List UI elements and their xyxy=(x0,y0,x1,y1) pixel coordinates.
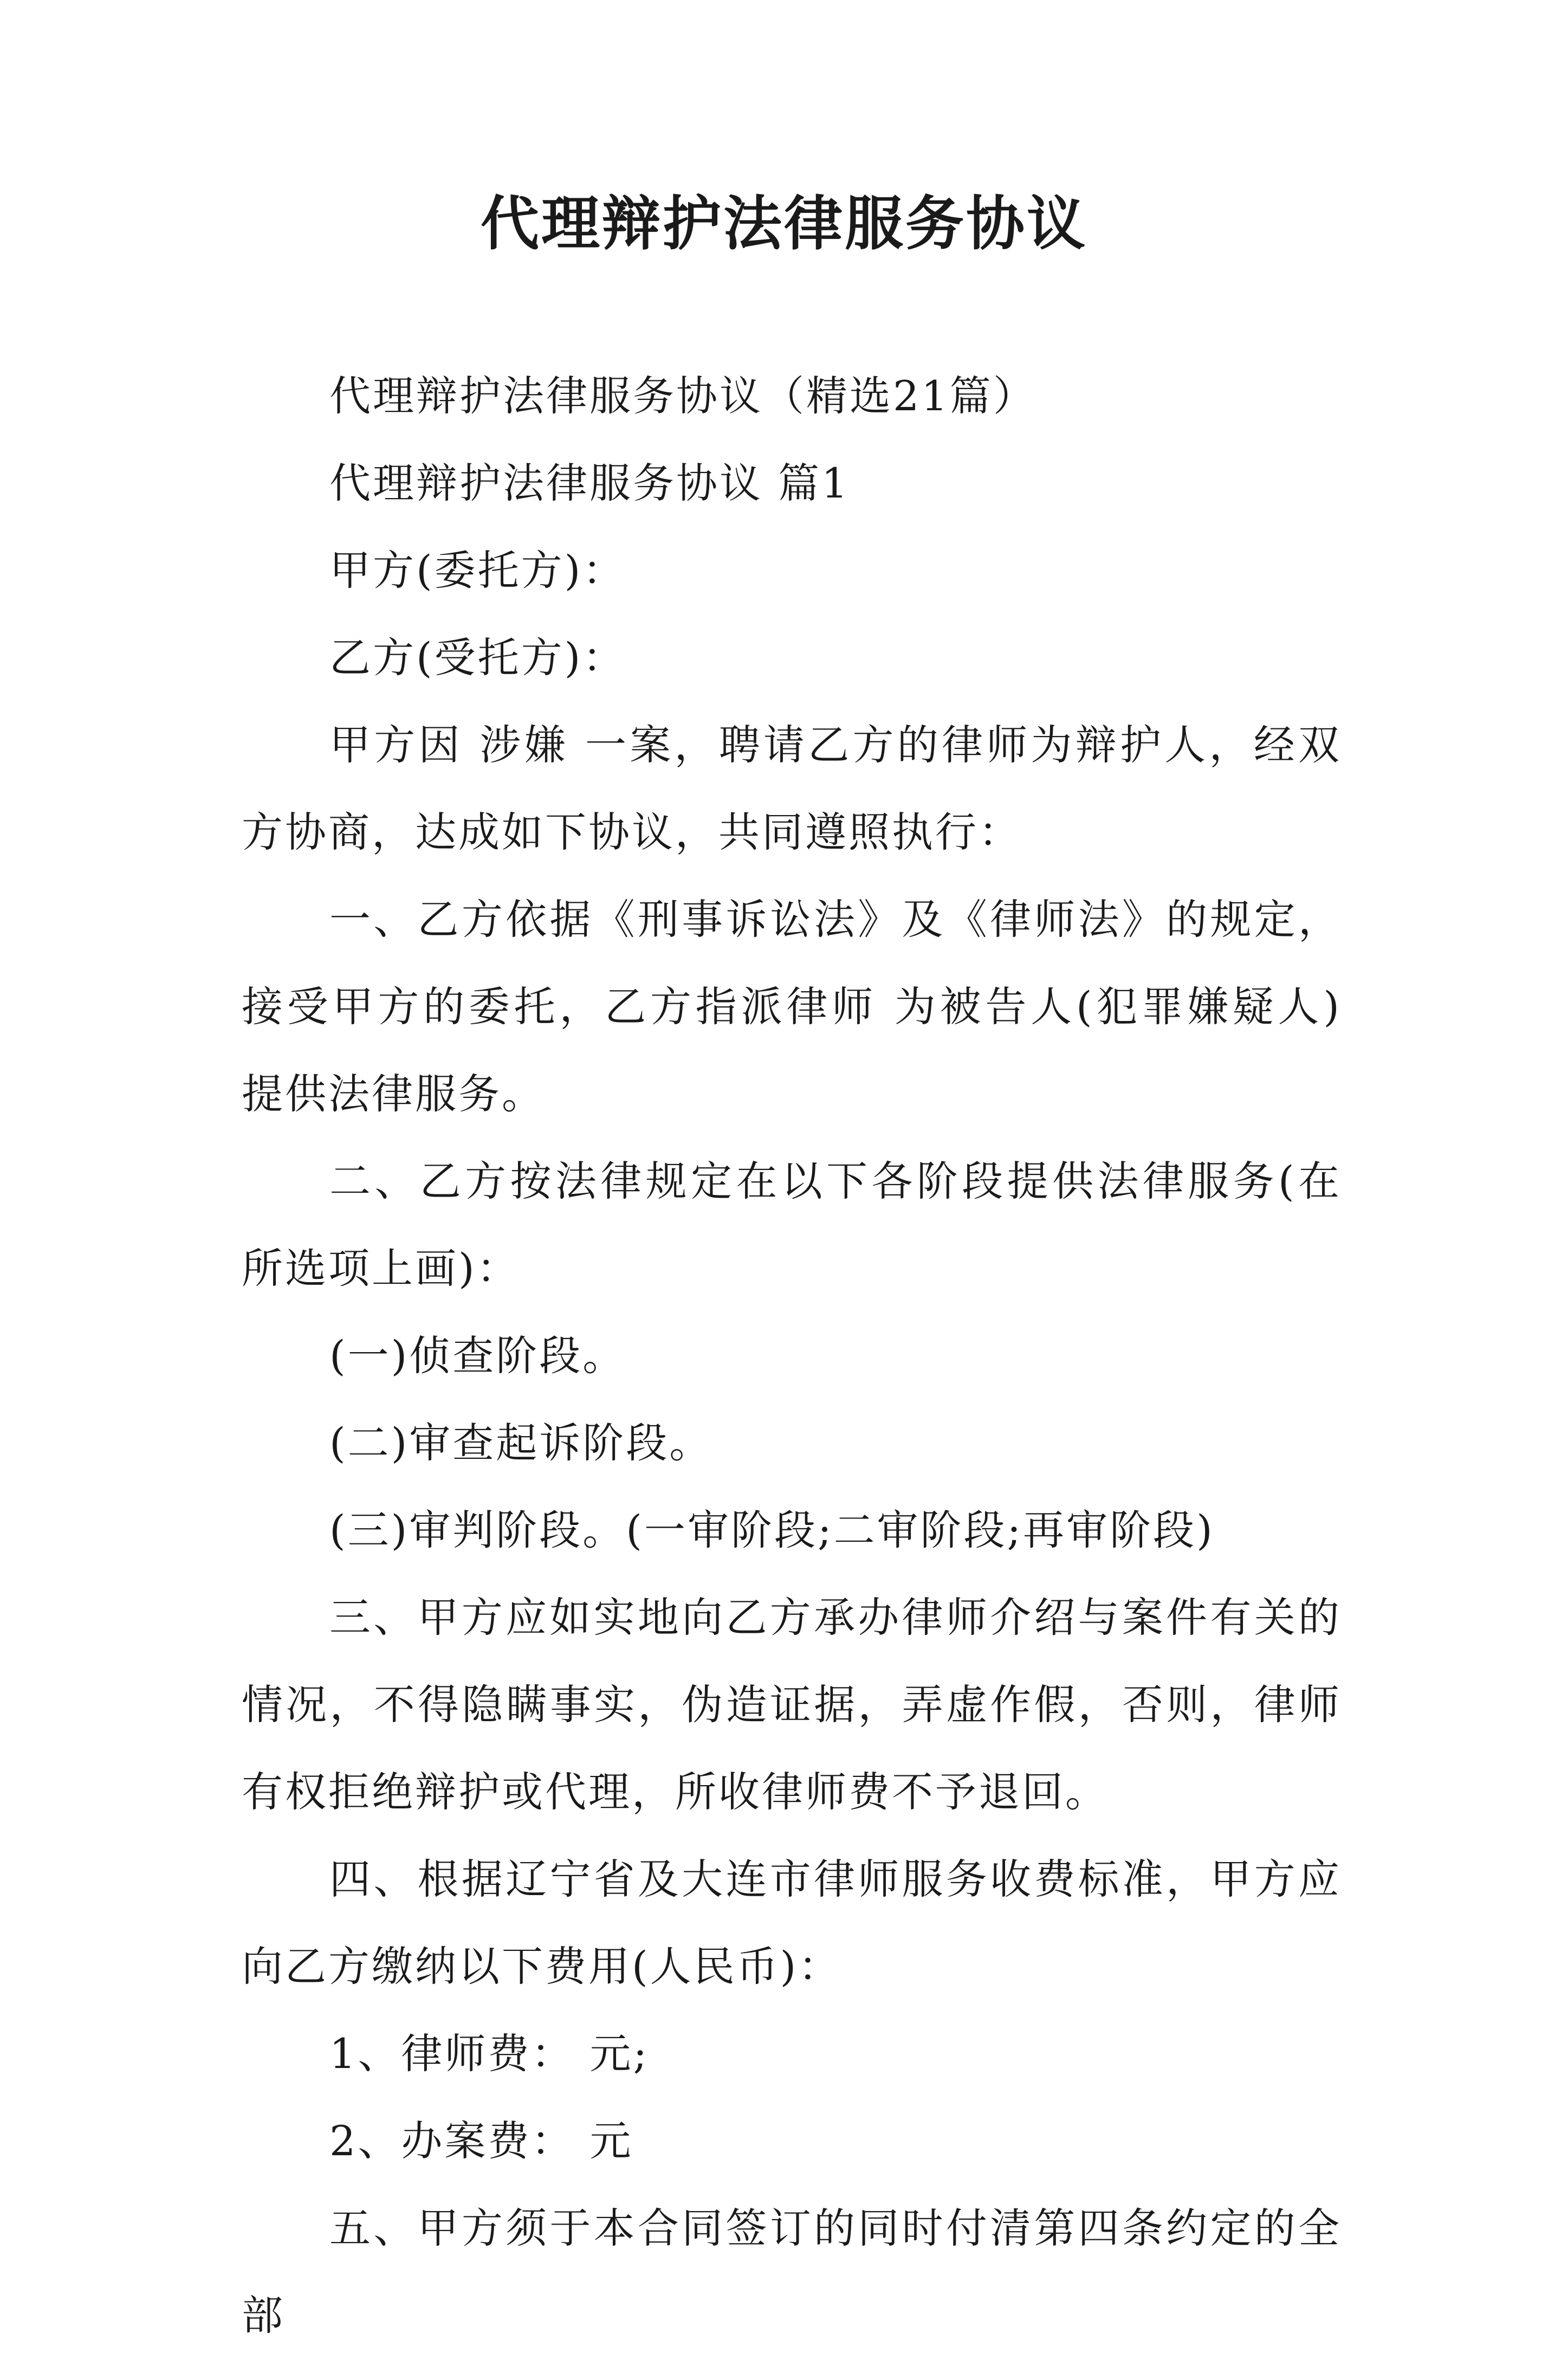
paragraph-clause-3: 三、甲方应如实地向乙方承办律师介绍与案件有关的情况，不得隐瞒事实，伪造证据，弄虚作假，否则，律师有权拒绝辩护或代理，所收律师费不予退回。 xyxy=(242,1593,1342,1816)
paragraph-clause-2: 二、乙方按法律规定在以下各阶段提供法律服务(在所选项上画)： xyxy=(242,1157,1342,1292)
paragraph-clause-1: 一、乙方依据《刑事诉讼法》及《律师法》的规定，接受甲方的委托，乙方指派律师 为被告人(犯罪嫌疑人) 提供法律服务。 xyxy=(242,895,1342,1118)
document-body xyxy=(242,352,1342,2359)
paragraph-stage-1: (一)侦查阶段。 xyxy=(329,1332,626,1380)
paragraph-section-heading: 代理辩护法律服务协议 篇1 xyxy=(329,459,850,507)
paragraph-fee-2: 2、办案费： 元 xyxy=(329,2117,633,2165)
paragraph-intro: 甲方因 涉嫌 一案，聘请乙方的律师为辩护人，经双方协商，达成如下协议，共同遵照执行： xyxy=(242,721,1342,856)
paragraph-fee-1: 1、律师费： 元; xyxy=(329,2030,650,2078)
paragraph-party-b: 乙方(受托方)： xyxy=(329,634,626,682)
paragraph-party-a: 甲方(委托方)： xyxy=(329,546,626,594)
paragraph-stage-3: (三)审判阶段。(一审阶段;二审阶段;再审阶段) xyxy=(329,1506,1215,1554)
document-title: 代理辩护法律服务协议 xyxy=(480,190,1087,258)
paragraph-clause-4: 四、根据辽宁省及大连市律师服务收费标准，甲方应向乙方缴纳以下费用(人民币)： xyxy=(242,1855,1342,1990)
paragraph-clause-5: 五、甲方须于本合同签订的同时付清第四条约定的全部 xyxy=(242,2204,1342,2339)
paragraph-stage-2: (二)审查起诉阶段。 xyxy=(329,1419,713,1467)
paragraph-subtitle: 代理辩护法律服务协议（精选21篇） xyxy=(329,372,1036,420)
